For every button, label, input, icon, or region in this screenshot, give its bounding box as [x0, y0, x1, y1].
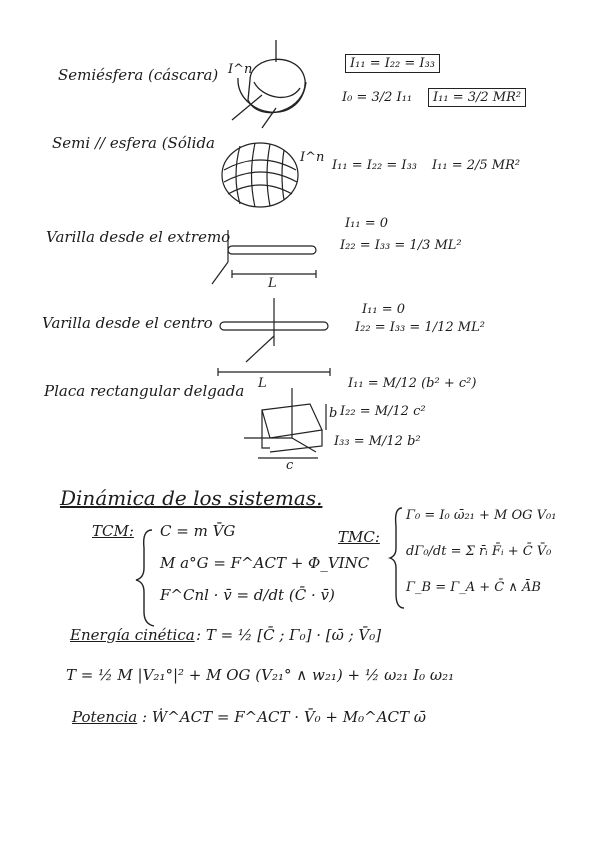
hemisphere-shell-eq3: I₁₁ = 3/2 MR² [428, 88, 526, 107]
hemisphere-shell-frame: I^n [228, 62, 253, 77]
rod-center-label: Varilla desde el centro [42, 314, 213, 332]
hemisphere-shell-eq1: I₁₁ = I₂₂ = I₃₃ [345, 54, 440, 73]
hemisphere-solid-eq1: I₁₁ = I₂₂ = I₃₃ [332, 158, 417, 173]
energy-label: Energía cinética [70, 626, 195, 644]
hemisphere-shell-label: Semiésfera (cáscara) [58, 66, 219, 84]
tcm-eq2: M a°G = F^ACT + Φ_VINC [160, 554, 370, 572]
tcm-eq3: F^Cnl · v̄ = d/dt (C̄ · v̄) [160, 586, 335, 604]
rod-center-sketch [218, 298, 330, 376]
hemisphere-solid-frame: I^n [300, 150, 325, 165]
tmc-eq3: Γ_B = Γ_A + C̄ ∧ ĀB [406, 580, 541, 595]
tcm-eq1: C = m V̄G [160, 522, 236, 540]
hemisphere-solid-eq2: I₁₁ = 2/5 MR² [432, 158, 521, 173]
tcm-label: TCM: [92, 522, 134, 540]
hemisphere-solid-sketch [222, 143, 298, 207]
plate-eq2: I₂₂ = M/12 c² [340, 404, 426, 419]
tmc-label: TMC: [338, 528, 380, 546]
rod-end-eq1: I₁₁ = 0 [345, 216, 388, 231]
energy-eq: : T = ½ [C̄ ; Γ₀] · [ω̄ ; V̄₀] [196, 626, 382, 644]
tcm-brace [136, 530, 154, 626]
rod-center-eq1: I₁₁ = 0 [362, 302, 405, 317]
plate-eq3: I₃₃ = M/12 b² [334, 434, 421, 449]
plate-dim-c: c [286, 458, 294, 473]
rod-end-eq2: I₂₂ = I₃₃ = 1/3 ML² [340, 238, 462, 253]
hemisphere-shell-eq2: I₀ = 3/2 I₁₁ [342, 90, 413, 105]
plate-label: Placa rectangular delgada [44, 382, 245, 400]
tmc-eq1: Γ₀ = I₀ ω̄₂₁ + M OG V₀₁ [406, 508, 557, 523]
hemisphere-shell-sketch [232, 40, 306, 128]
plate-sketch [244, 388, 326, 458]
plate-eq1: I₁₁ = M/12 (b² + c²) [348, 376, 477, 391]
rod-center-eq2: I₂₂ = I₃₃ = 1/12 ML² [355, 320, 485, 335]
dynamics-title: Dinámica de los sistemas. [60, 486, 323, 510]
plate-dim-b: b [329, 406, 338, 421]
rod-end-dim: L [268, 276, 277, 291]
power-eq: : Ẇ^ACT = F^ACT · V̄₀ + M₀^ACT ω̄ [142, 708, 427, 726]
energy-full-eq: T = ½ M |V₂₁°|² + M OG (V₂₁° ∧ w₂₁) + ½ ω₂₁ I₀ ω₂₁ [66, 666, 455, 684]
tmc-brace [390, 508, 404, 608]
tmc-eq2: dΓ₀/dt = Σ r̄ᵢ F̄ᵢ + C̄ V̄₀ [406, 544, 552, 559]
hemisphere-solid-label: Semi // esfera (Sólida [52, 134, 216, 152]
rod-end-label: Varilla desde el extremo [46, 228, 231, 246]
power-label: Potencia [72, 708, 138, 726]
rod-center-dim: L [258, 376, 267, 391]
